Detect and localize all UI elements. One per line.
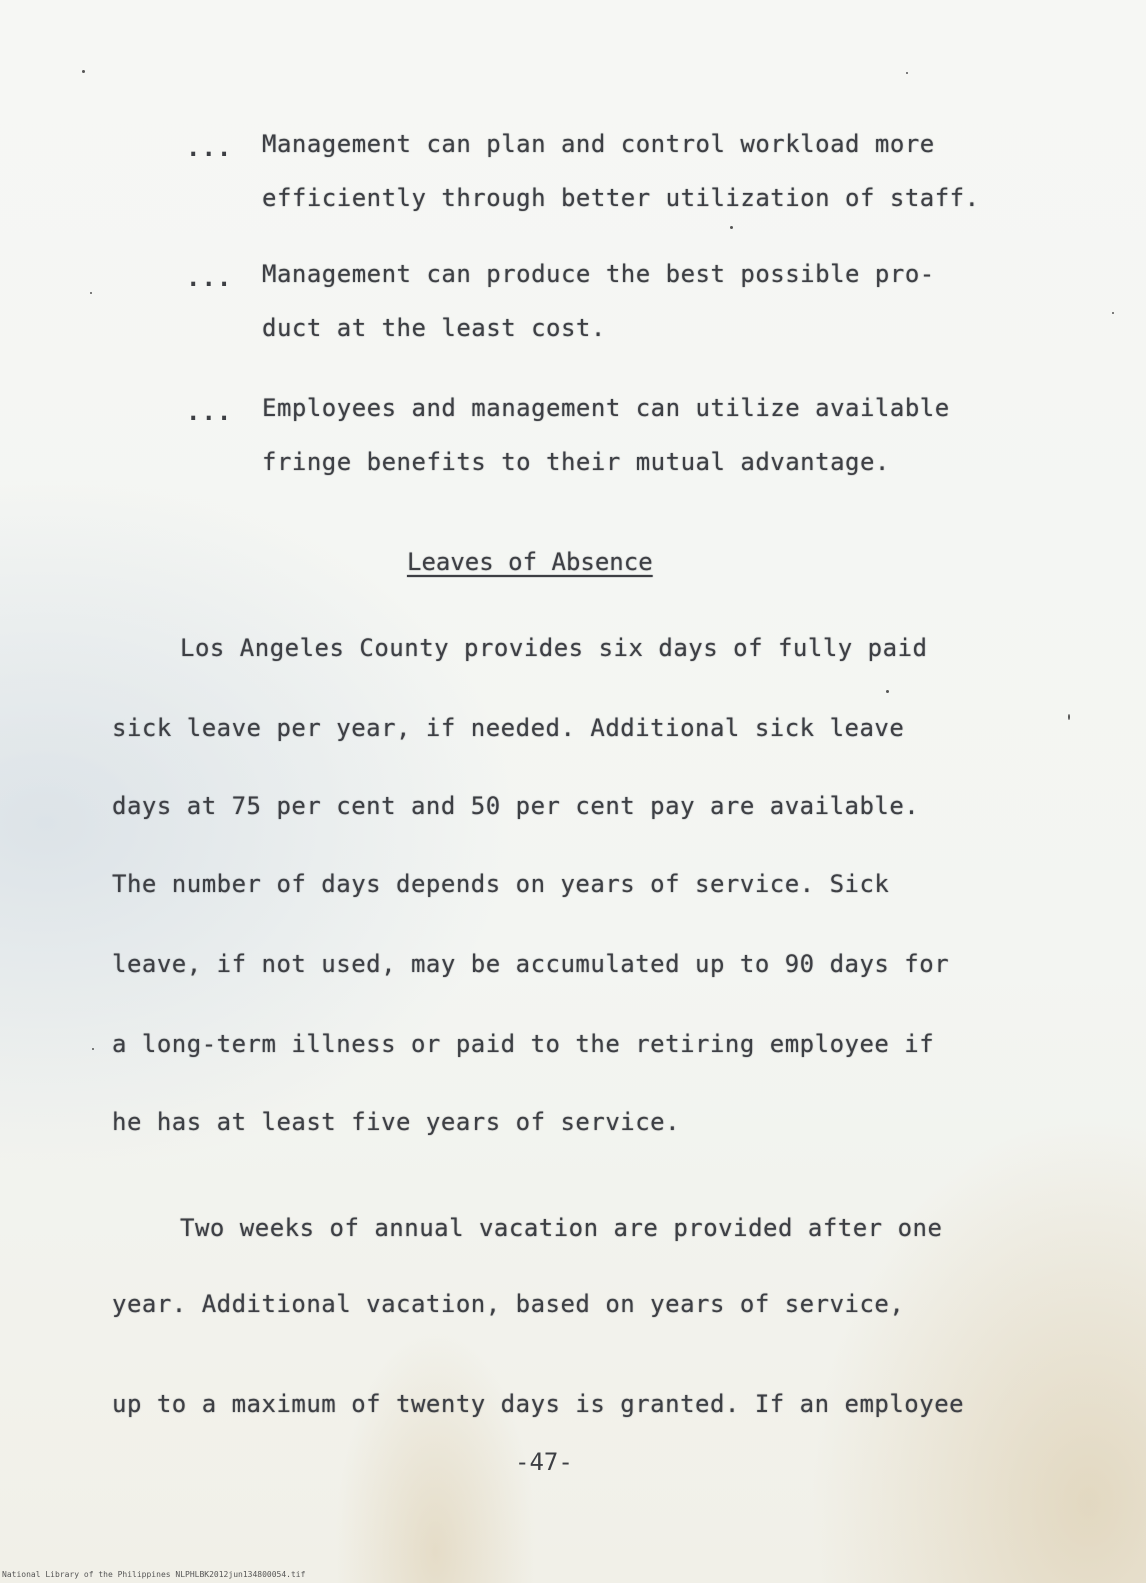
scan-speck (90, 292, 92, 294)
scan-speck (730, 226, 733, 229)
page-number: -47- (515, 1448, 573, 1476)
bullet-3-line-1: Employees and management can utilize available (262, 394, 950, 422)
paragraph-1-line-4: The number of days depends on years of service. Sick (112, 870, 890, 898)
paragraph-2-line-1: Two weeks of annual vacation are provided after one (180, 1214, 943, 1242)
scan-speck (886, 690, 889, 693)
scan-footer-note: National Library of the Philippines NLPHLBK2012jun134800054.tif (2, 1570, 306, 1579)
bullet-marker: ... (186, 264, 233, 292)
paragraph-1-line-3: days at 75 per cent and 50 per cent pay are available. (112, 792, 920, 820)
paragraph-1-line-7: he has at least five years of service. (112, 1108, 681, 1136)
scan-speck (1112, 312, 1114, 314)
bullet-2-line-1: Management can produce the best possible pro- (262, 260, 935, 288)
bullet-3-line-2: fringe benefits to their mutual advantage. (262, 448, 890, 476)
bullet-1-line-2: efficiently through better utilization of staff. (262, 184, 980, 212)
section-heading: Leaves of Absence (407, 548, 653, 576)
bullet-marker: ... (186, 398, 233, 426)
scan-speck (92, 1048, 94, 1050)
bullet-1-line-1: Management can plan and control workload more (262, 130, 935, 158)
bullet-marker: ... (186, 134, 233, 162)
paragraph-1-line-1: Los Angeles County provides six days of fully paid (180, 634, 928, 662)
scan-speck (1068, 714, 1070, 720)
scan-speck (906, 72, 908, 74)
bullet-2-line-2: duct at the least cost. (262, 314, 606, 342)
scan-speck (82, 70, 85, 73)
paragraph-2-line-2: year. Additional vacation, based on years of service, (112, 1290, 905, 1318)
paragraph-1-line-5: leave, if not used, may be accumulated up to 90 days for (112, 950, 950, 978)
paragraph-1-line-2: sick leave per year, if needed. Additional sick leave (112, 714, 905, 742)
paragraph-2-line-3: up to a maximum of twenty days is granted. If an employee (112, 1390, 965, 1418)
paragraph-1-line-6: a long-term illness or paid to the retiring employee if (112, 1030, 935, 1058)
